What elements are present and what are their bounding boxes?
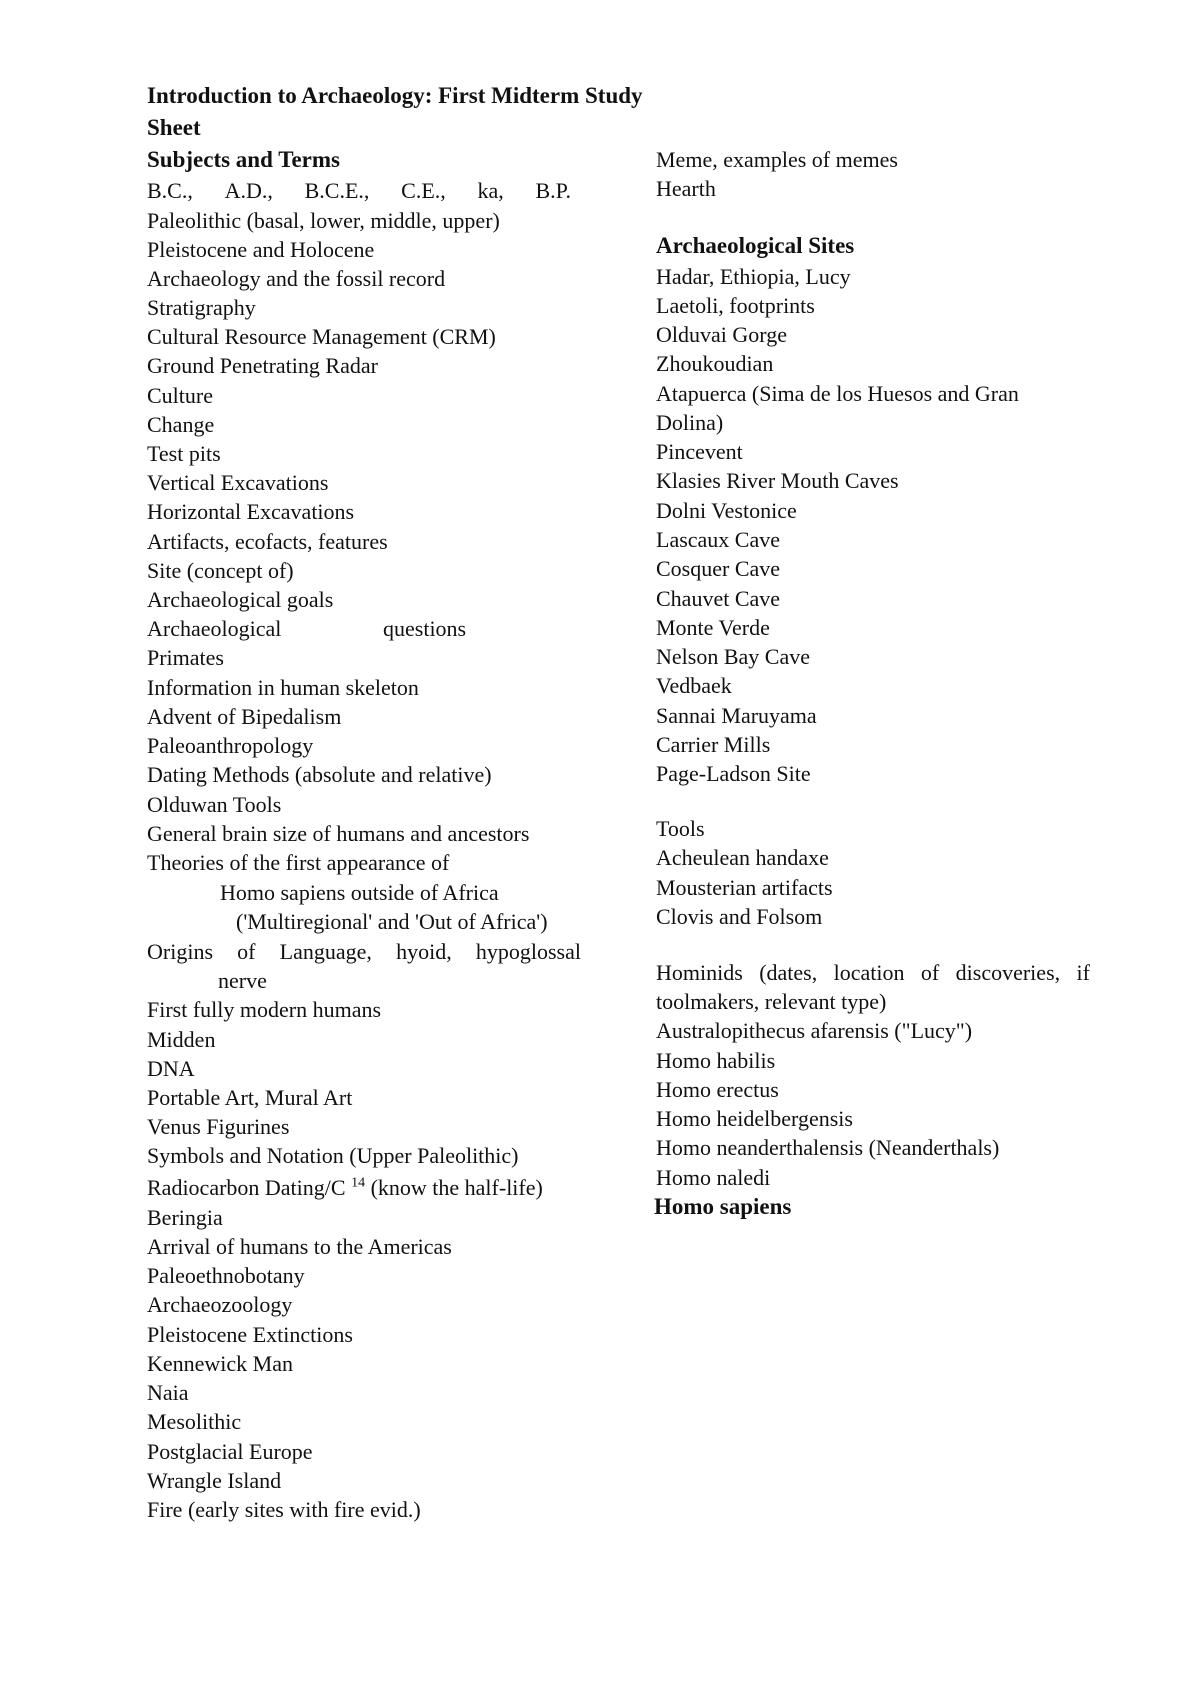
abbr-bp: B.P.	[535, 178, 571, 203]
term-item: Naia	[147, 1380, 189, 1405]
site-item: Sannai Maruyama	[656, 703, 817, 728]
term-item: Information in human skeleton	[147, 675, 419, 700]
site-item: Carrier Mills	[656, 732, 771, 757]
radiocarbon-suffix: (know the half-life)	[365, 1175, 543, 1200]
site-item: Atapuerca (Sima de los Huesos and Gran	[656, 381, 1019, 406]
term-item: Advent of Bipedalism	[147, 704, 342, 729]
site-item: Chauvet Cave	[656, 586, 781, 611]
term-item: Dating Methods (absolute and relative)	[147, 762, 492, 787]
hominids-word: (dates,	[759, 960, 818, 985]
term-item: Paleoanthropology	[147, 733, 314, 758]
term-item: DNA	[147, 1056, 195, 1081]
radiocarbon-superscript: 14	[351, 1175, 366, 1191]
term-item: Archaeological goals	[147, 587, 334, 612]
term-item: Portable Art, Mural Art	[147, 1085, 353, 1110]
language-continuation: nerve	[218, 968, 267, 993]
abbr-ad: A.D.,	[224, 178, 273, 203]
title-line-1: Introduction to Archaeology: First Midterm Study	[147, 83, 643, 108]
homo-sapiens-bold: Homo sapiens	[654, 1194, 792, 1219]
site-item: Hadar, Ethiopia, Lucy	[656, 264, 851, 289]
language-word: of	[237, 939, 256, 964]
site-item: Cosquer Cave	[656, 556, 781, 581]
tool-item: Mousterian artifacts	[656, 875, 833, 900]
theories-continuation-2: ('Multiregional' and 'Out of Africa')	[236, 909, 548, 934]
term-item: Beringia	[147, 1205, 223, 1230]
site-item: Dolina)	[656, 410, 724, 435]
term-item: Stratigraphy	[147, 295, 256, 320]
term-item: General brain size of humans and ancestors	[147, 821, 530, 846]
language-word: Origins	[147, 939, 213, 964]
site-item: Laetoli, footprints	[656, 293, 815, 318]
term-item: Paleolithic (basal, lower, middle, upper)	[147, 208, 500, 233]
radiocarbon-line	[147, 1174, 543, 1202]
site-item: Monte Verde	[656, 615, 770, 640]
term-item: Vertical Excavations	[147, 470, 329, 495]
hominids-word: location	[833, 960, 905, 985]
abbr-bce: B.C.E.,	[304, 178, 370, 203]
term-item: Archaeology and the fossil record	[147, 266, 446, 291]
abbr-ka: ka,	[477, 178, 504, 203]
subjects-heading: Subjects and Terms	[147, 147, 340, 172]
language-word: hyoid,	[396, 939, 452, 964]
hominid-item: Australopithecus afarensis ("Lucy")	[656, 1018, 973, 1043]
term-item: Primates	[147, 645, 224, 670]
term-item: Fire (early sites with fire evid.)	[147, 1497, 421, 1522]
hominids-intro-line	[656, 959, 1090, 987]
term-item: Midden	[147, 1027, 216, 1052]
term-item: Change	[147, 412, 215, 437]
theories-continuation-1: Homo sapiens outside of Africa	[220, 880, 499, 905]
hominids-intro-continuation: toolmakers, relevant type)	[656, 989, 887, 1014]
term-arch-questions-a: Archaeological	[147, 616, 282, 641]
term-item: Site (concept of)	[147, 558, 294, 583]
hominid-item: Homo heidelbergensis	[656, 1106, 853, 1131]
term-item: Horizontal Excavations	[147, 499, 355, 524]
term-arch-questions-b: questions	[383, 616, 467, 641]
term-item: Postglacial Europe	[147, 1439, 313, 1464]
site-item: Nelson Bay Cave	[656, 644, 810, 669]
language-word: hypoglossal	[475, 939, 581, 964]
tool-item: Acheulean handaxe	[656, 845, 829, 870]
term-item: Cultural Resource Management (CRM)	[147, 324, 496, 349]
abbr-ce: C.E.,	[401, 178, 446, 203]
hominid-item: Homo habilis	[656, 1048, 776, 1073]
term-item: Theories of the first appearance of	[147, 850, 450, 875]
term-item: Pleistocene Extinctions	[147, 1322, 353, 1347]
term-item: Culture	[147, 383, 213, 408]
term-item: Archaeozoology	[147, 1292, 293, 1317]
term-item: Symbols and Notation (Upper Paleolithic)	[147, 1143, 519, 1168]
term-item: Ground Penetrating Radar	[147, 353, 378, 378]
hominids-word: if	[1076, 960, 1090, 985]
term-item: Test pits	[147, 441, 221, 466]
site-item: Olduvai Gorge	[656, 322, 787, 347]
site-item: Klasies River Mouth Caves	[656, 468, 899, 493]
sites-heading: Archaeological Sites	[656, 233, 855, 258]
site-item: Vedbaek	[656, 673, 732, 698]
site-item: Page-Ladson Site	[656, 761, 811, 786]
hominid-item: Homo erectus	[656, 1077, 779, 1102]
right-item: Hearth	[656, 176, 716, 201]
site-item: Zhoukoudian	[656, 351, 774, 376]
term-item: Pleistocene and Holocene	[147, 237, 375, 262]
hominid-item: Homo neanderthalensis (Neanderthals)	[656, 1135, 1000, 1160]
term-item: Kennewick Man	[147, 1351, 294, 1376]
term-item: Arrival of humans to the Americas	[147, 1234, 452, 1259]
tool-item: Clovis and Folsom	[656, 904, 823, 929]
hominids-word: Hominids	[656, 960, 743, 985]
term-item: Olduwan Tools	[147, 792, 282, 817]
radiocarbon-prefix: Radiocarbon Dating/C	[147, 1175, 352, 1200]
right-item: Meme, examples of memes	[656, 147, 898, 172]
term-item: Paleoethnobotany	[147, 1263, 305, 1288]
hominids-word: of	[920, 960, 940, 985]
site-item: Lascaux Cave	[656, 527, 780, 552]
tools-heading: Tools	[656, 816, 705, 841]
abbr-bc: B.C.,	[147, 178, 193, 203]
title-line-2: Sheet	[147, 115, 201, 140]
abbreviations-line	[147, 177, 571, 205]
term-item: First fully modern humans	[147, 997, 382, 1022]
language-word: Language,	[279, 939, 372, 964]
term-item: Artifacts, ecofacts, features	[147, 529, 388, 554]
hominid-item: Homo naledi	[656, 1165, 771, 1190]
term-item: Wrangle Island	[147, 1468, 282, 1493]
hominids-word: discoveries,	[955, 960, 1061, 985]
language-line	[147, 938, 581, 966]
site-item: Dolni Vestonice	[656, 498, 797, 523]
site-item: Pincevent	[656, 439, 743, 464]
term-item: Venus Figurines	[147, 1114, 290, 1139]
term-item: Mesolithic	[147, 1409, 242, 1434]
